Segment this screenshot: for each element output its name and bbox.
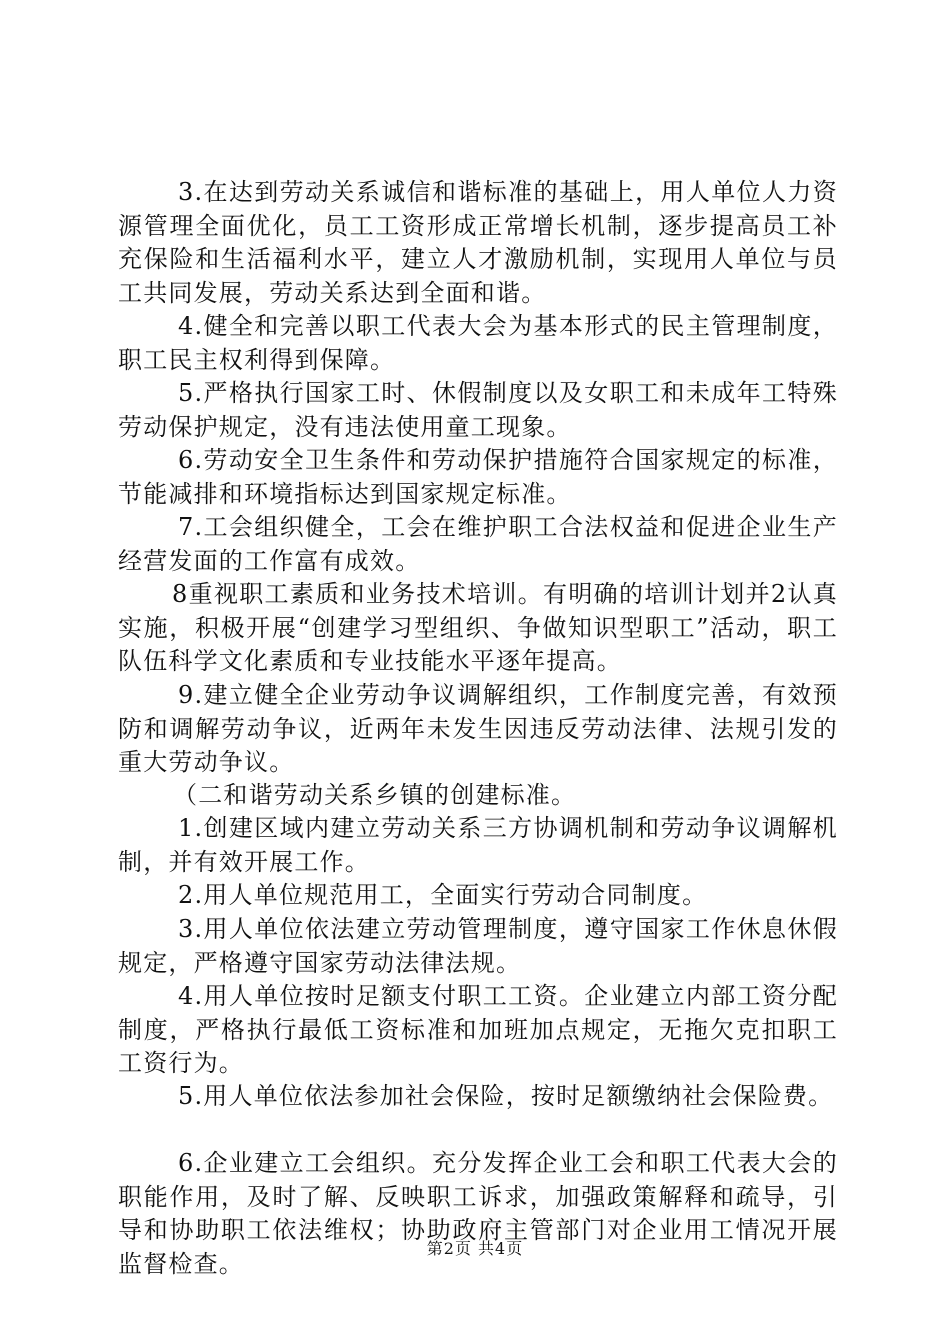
- paragraph-5-working-hours: 5.严格执行国家工时、休假制度以及女职工和未成年工特殊劳动保护规定，没有违法使用童工现象。: [118, 379, 838, 441]
- section-heading-township-standard: （二和谐劳动关系乡镇的创建标准。: [173, 781, 577, 809]
- paragraph-4-democratic-management: 4.健全和完善以职工代表大会为基本形式的民主管理制度，职工民主权利得到保障。: [118, 312, 838, 374]
- paragraph-3-labor-management: 3.用人单位依法建立劳动管理制度，遵守国家工作休息休假规定，严格遵守国家劳动法律法规。: [118, 915, 838, 977]
- paragraph-9-dispute-mediation: 9.建立健全企业劳动争议调解组织，工作制度完善，有效预防和调解劳动争议，近两年未发生因违反劳动法律、法规引发的重大劳动争议。: [118, 681, 838, 776]
- paragraph-8-training: 8重视职工素质和业务技术培训。有明确的培训计划并2认真实施，积极开展“创建学习型组织、争做知识型职工”活动，职工队伍科学文化素质和专业技能水平逐年提高。: [118, 580, 838, 675]
- paragraph-7-union-organization: 7.工会组织健全，工会在维护职工合法权益和促进企业生产经营发面的工作富有成效。: [118, 513, 838, 575]
- paragraph-4-wage-payment: 4.用人单位按时足额支付职工工资。企业建立内部工资分配制度，严格执行最低工资标准和加班加点规定，无拖欠克扣职工工资行为。: [118, 982, 838, 1077]
- paragraph-6-safety-conditions: 6.劳动安全卫生条件和劳动保护措施符合国家规定的标准，节能减排和环境指标达到国家规定标准。: [118, 446, 838, 508]
- paragraph-2-labor-contract: 2.用人单位规范用工，全面实行劳动合同制度。: [178, 881, 708, 909]
- page-number-footer: 第2页 共4页: [426, 1239, 524, 1258]
- paragraph-1-tripartite-mechanism: 1.创建区域内建立劳动关系三方协调机制和劳动争议调解机制，并有效开展工作。: [118, 814, 838, 876]
- paragraph-3-harmony-standard: 3.在达到劳动关系诚信和谐标准的基础上，用人单位人力资源管理全面优化，员工工资形成正常增长机制，逐步提高员工补充保险和生活福利水平，建立人才激励机制，实现用人单位与员工共同发展，劳动关系达到全面和谐。: [118, 178, 838, 307]
- paragraph-5-social-insurance: 5.用人单位依法参加社会保险，按时足额缴纳社会保险费。: [178, 1082, 834, 1110]
- paragraph-6-union-establishment: 6.企业建立工会组织。充分发挥企业工会和职工代表大会的职能作用，及时了解、反映职工诉求，加强政策解释和疏导，引导和协助职工依法维权；协助政府主管部门对企业用工情况开展监督检查。: [118, 1149, 838, 1278]
